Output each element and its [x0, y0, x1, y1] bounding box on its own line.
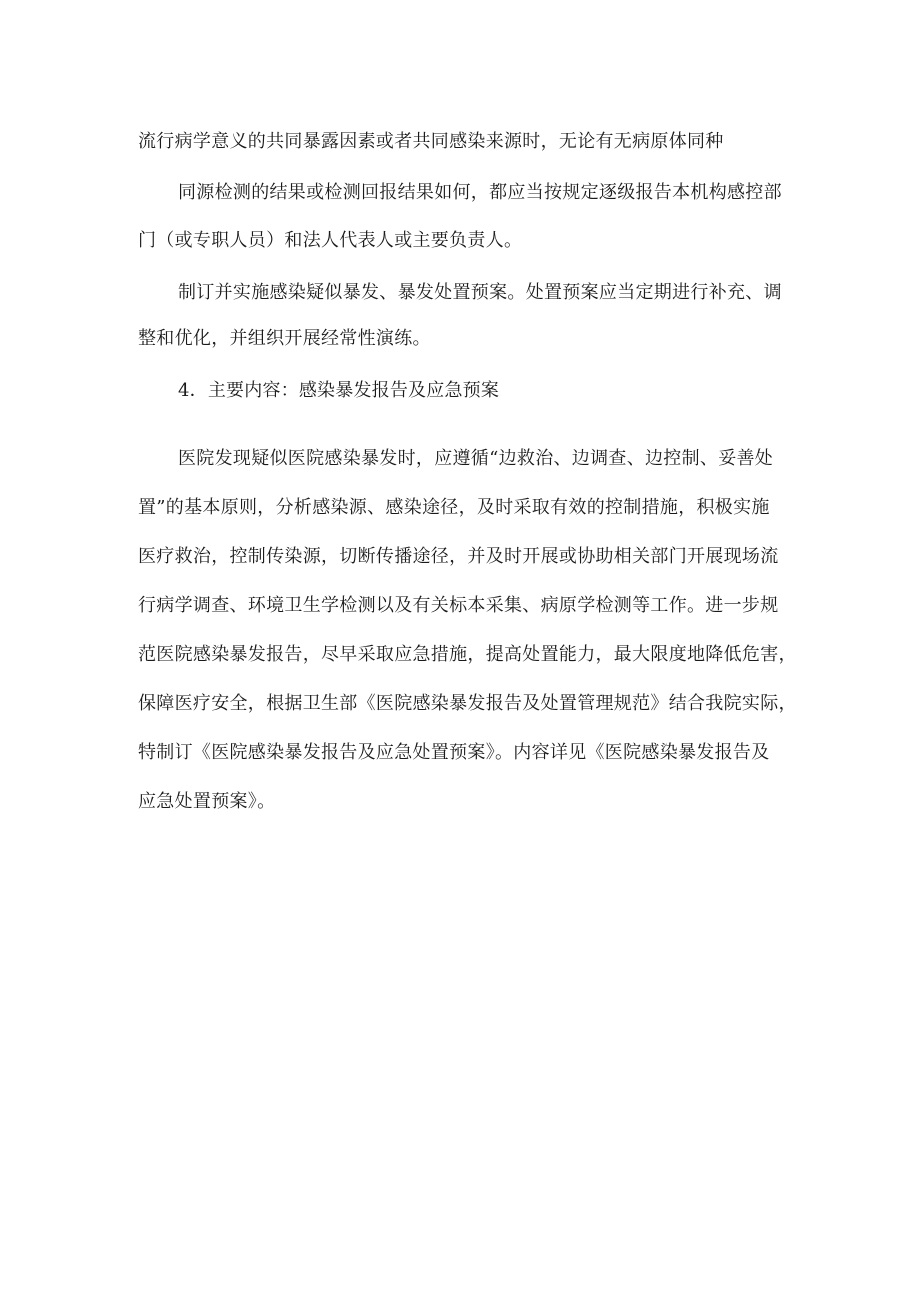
paragraph-line: 制订并实施感染疑似暴发、暴发处置预案。处置预案应当定期进行补充、调 — [178, 282, 782, 303]
paragraph-line: 医院发现疑似医院感染暴发时，应遵循“边救治、边调查、边控制、妥善处 — [178, 448, 774, 469]
paragraph-line: 整和优化，并组织开展经常性演练。 — [138, 328, 431, 349]
paragraph-line: 保障医疗安全，根据卫生部《医院感染暴发报告及处置管理规范》结合我院实际， — [138, 693, 797, 714]
paragraph-line: 同源检测的结果或检测回报结果如何，都应当按规定逐级报告本机构感控部 — [178, 182, 782, 203]
paragraph-line: 置”的基本原则，分析感染源、感染途径，及时采取有效的控制措施，积极实施 — [138, 497, 770, 518]
paragraph-line: 门（或专职人员）和法人代表人或主要负责人。 — [138, 230, 523, 251]
paragraph-line: 行病学调查、环境卫生学检测以及有关标本采集、病原学检测等工作。进一步规 — [138, 595, 779, 616]
paragraph-line: 医疗救治，控制传染源，切断传播途径，并及时开展或协助相关部门开展现场流 — [138, 546, 779, 567]
paragraph-line: 应急处置预案》。 — [138, 791, 276, 812]
paragraph-line: 特制订《医院感染暴发报告及应急处置预案》。内容详见《医院感染暴发报告及 — [138, 742, 770, 763]
section-heading: 4．主要内容：感染暴发报告及应急预案 — [178, 380, 500, 401]
paragraph-line: 流行病学意义的共同暴露因素或者共同感染来源时，无论有无病原体同种 — [138, 131, 724, 152]
paragraph-line: 范医院感染暴发报告，尽早采取应急措施，提高处置能力，最大限度地降低危害， — [138, 644, 797, 665]
